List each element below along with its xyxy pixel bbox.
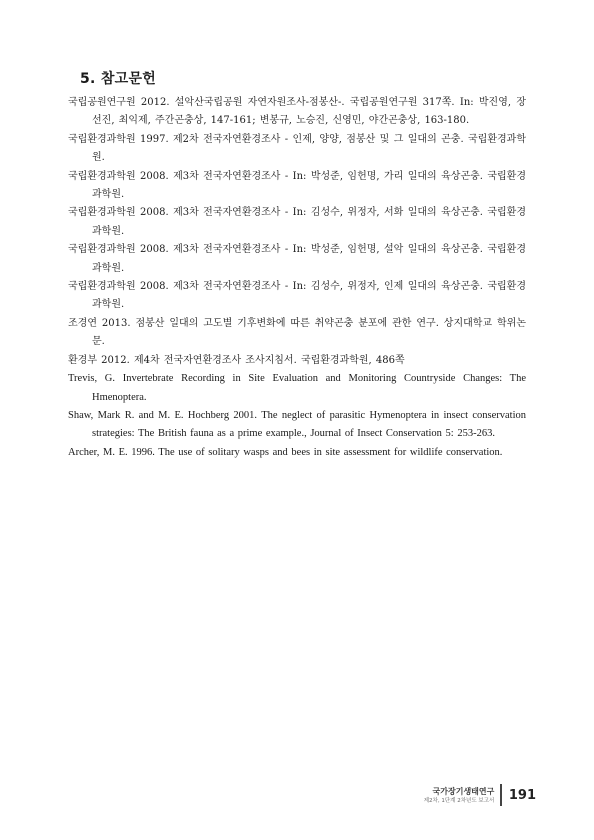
reference-item: 국립환경과학원 2008. 제3차 전국자연환경조사 - In: 김성수, 위정자, 인제 일대의 육상곤충. 국립환경과학원. (68, 281, 526, 311)
footer-report-subtitle: 제2차, 1단계 2차년도 보고서 (423, 797, 495, 804)
page-number: 191 (508, 787, 536, 803)
reference-item: Shaw, Mark R. and M. E. Hochberg 2001. The neglect of parasitic Hymenoptera in insect conservation strategies: The British fauna as a prime example., Journal of Insect Conservation 5: 253-263. (68, 409, 526, 440)
reference-item: 국립공원연구원 2012. 설악산국립공원 자연자원조사-점봉산-. 국립공원연구원 317쪽. In: 박진영, 장선진, 최익제, 주간곤충상, 147-161; 변봉규, 노승진, 신영민, 야간곤충상, 163-180. (68, 97, 526, 127)
reference-item: Trevis, G. Invertebrate Recording in Site Evaluation and Monitoring Countryside Changes: The Hmenoptera. (68, 373, 526, 403)
footer-report-info (424, 786, 495, 805)
reference-item: 국립환경과학원 1997. 제2차 전국자연환경조사 - 인제, 양양, 점봉산 및 그 일대의 곤충. 국립환경과학원. (68, 133, 526, 164)
footer-divider (500, 784, 502, 806)
reference-item: Archer, M. E. 1996. The use of solitary wasps and bees in site assessment for wildlife conservation. (68, 446, 503, 458)
reference-item: 국립환경과학원 2008. 제3차 전국자연환경조사 - In: 김성수, 위정자, 서화 일대의 육상곤충. 국립환경과학원. (68, 207, 526, 237)
reference-item: 국립환경과학원 2008. 제3차 전국자연환경조사 - In: 박성준, 임헌명, 설악 일대의 육상곤충. 국립환경과학원. (68, 244, 526, 274)
footer-report-title: 국가장기생태연구 (432, 786, 495, 796)
reference-item: 환경부 2012. 제4차 전국자연환경조사 조사지침서. 국립환경과학원, 486쪽 (68, 354, 405, 366)
reference-item: 국립환경과학원 2008. 제3차 전국자연환경조사 - In: 박성준, 임헌명, 가리 일대의 육상곤충. 국립환경과학원. (68, 170, 526, 201)
reference-item: 조경연 2013. 점봉산 일대의 고도별 기후변화에 따른 취약곤충 분포에 관한 연구. 상지대학교 학위논문. (68, 317, 526, 348)
section-heading: 5. 참고문헌 (80, 71, 157, 87)
reference-list (68, 94, 526, 462)
page-footer (424, 780, 536, 810)
